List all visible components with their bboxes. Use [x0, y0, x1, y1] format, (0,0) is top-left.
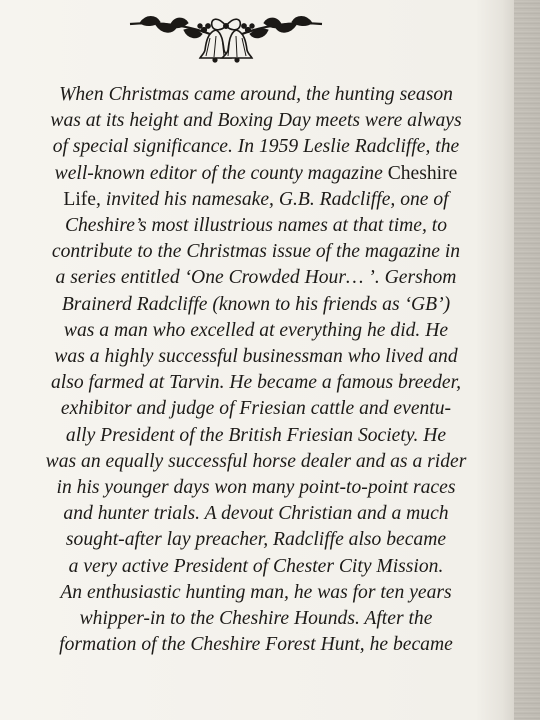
page-gutter-shadow — [514, 0, 540, 720]
text-line: also farmed at Tarvin. He became a famous breeder, — [51, 372, 461, 394]
magazine-title-upright: Cheshire — [387, 162, 458, 184]
text-line: Cheshire’s most illustrious names at that time, to — [64, 215, 448, 237]
text-line: sought-after lay preacher, Radcliffe also became — [65, 529, 447, 551]
text-line: well-known editor of the county magazine Cheshire — [54, 162, 458, 184]
text-line: ally President of the British Friesian Society. He — [65, 424, 447, 446]
text-line: was an equally successful horse dealer and as a rider — [45, 450, 467, 472]
text-line: whipper-in to the Cheshire Hounds. After the — [79, 608, 433, 630]
magazine-title-upright: Life — [63, 188, 97, 210]
text-line: When Christmas came around, the hunting season — [59, 84, 453, 105]
text-line: and hunter trials. A devout Christian and a much — [63, 503, 449, 525]
text-line: was a man who excelled at everything he did. He — [63, 319, 449, 341]
text-line: formation of the Cheshire Forest Hunt, he became — [59, 634, 453, 656]
body-paragraph — [6, 82, 506, 658]
text-line: Life, invited his namesake, G.B. Radcliffe, one of — [63, 188, 449, 210]
christmas-bells-ornament-icon — [126, 6, 326, 64]
text-line: was at its height and Boxing Day meets were always — [50, 110, 462, 132]
text-line: An enthusiastic hunting man, he was for ten years — [60, 581, 452, 603]
text-line: contribute to the Christmas issue of the magazine in — [51, 241, 461, 263]
text-line: exhibitor and judge of Friesian cattle and eventu- — [60, 398, 452, 420]
text-line: was a highly successful businessman who lived and — [54, 346, 458, 368]
text-line: in his younger days won many point-to-point races — [56, 477, 456, 499]
text-line: a very active President of Chester City Mission. — [68, 555, 444, 577]
text-line: Brainerd Radcliffe (known to his friends as ‘GB’) — [61, 293, 451, 315]
text-line: a series entitled ‘One Crowded Hour… ’. Gershom — [55, 267, 457, 289]
text-line: of special significance. In 1959 Leslie Radcliffe, the — [52, 136, 460, 158]
